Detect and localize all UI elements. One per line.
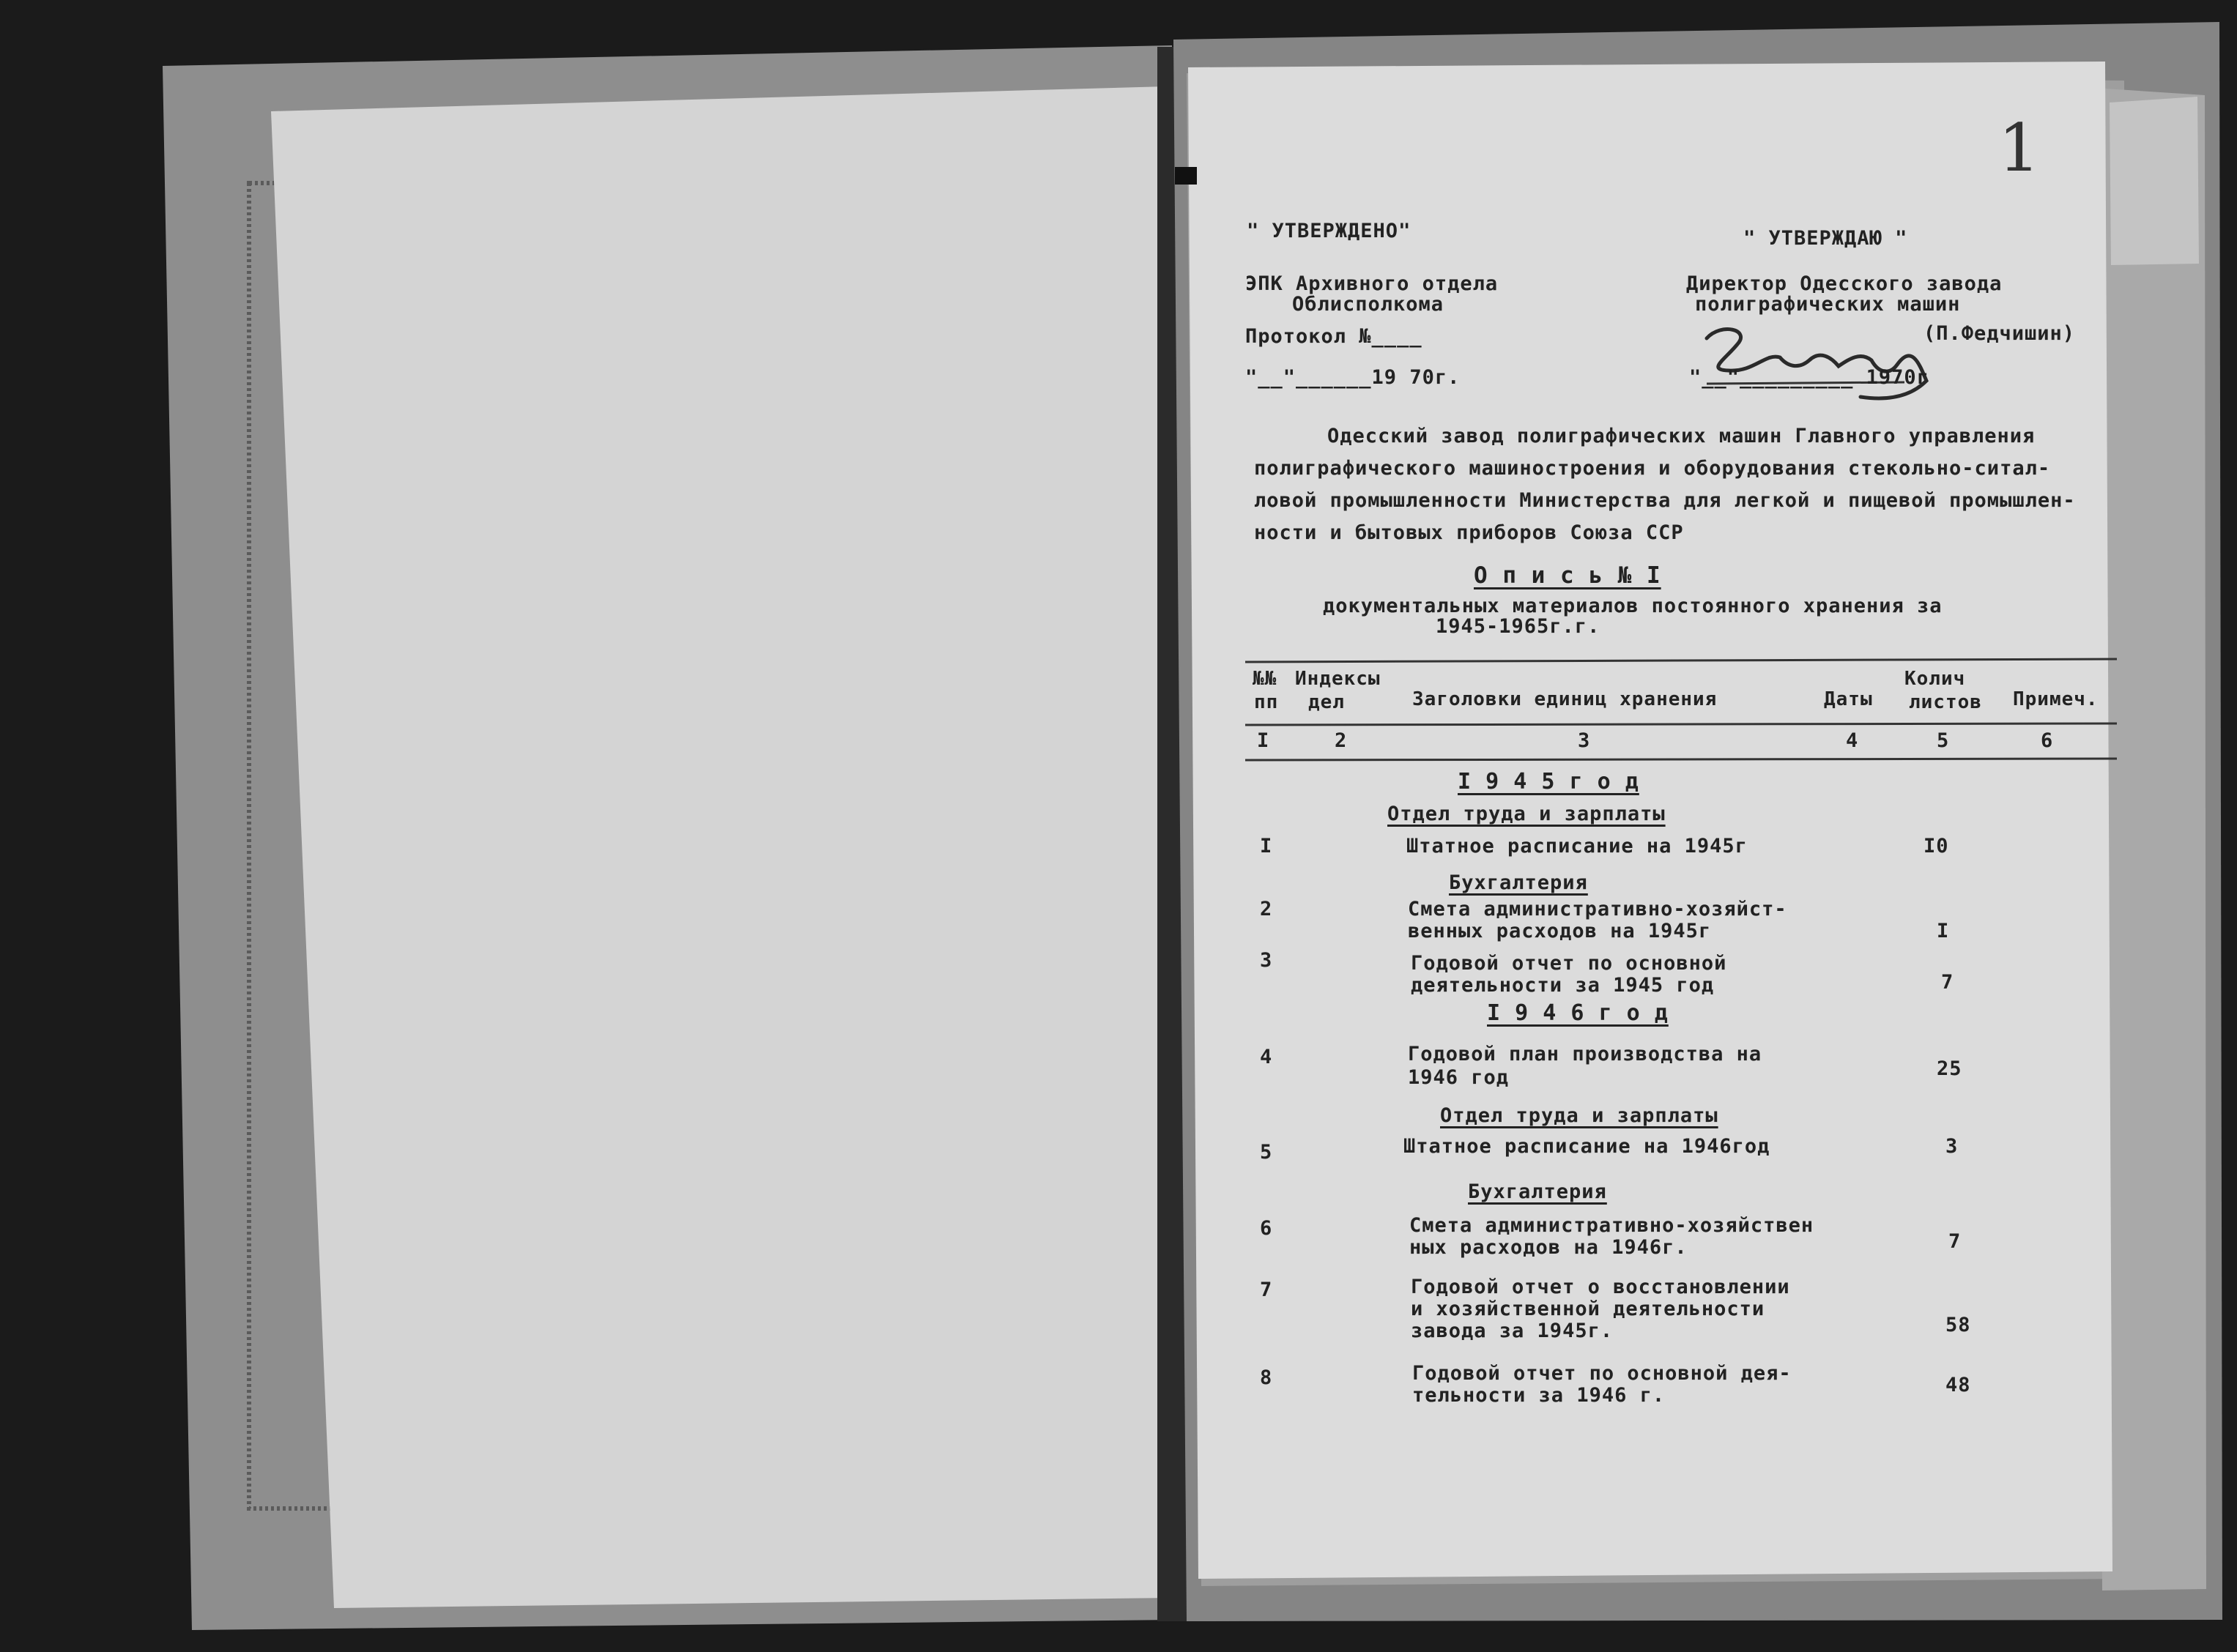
col-num-top: №№ [1253,668,1277,690]
blank-left-page [271,86,1172,1608]
inventory-title: О п и с ь № I [1474,562,1661,589]
row-title: ных расходов на 1946г. [1409,1236,1688,1259]
row-sheets: I0 [1923,835,1949,857]
row-num: 6 [1260,1217,1273,1240]
approval-left-line2: Облисполкома [1292,293,1444,316]
section-dept-labor-1: Отдел труда и зарплаты [1387,803,1666,825]
row-num: 2 [1260,898,1273,920]
col-title: Заголовки единиц хранения [1412,688,1718,710]
row-title: 1946 год [1408,1066,1510,1089]
section-dept-labor-2: Отдел труда и зарплаты [1440,1104,1718,1127]
row-num: 5 [1260,1141,1273,1164]
row-num: 7 [1260,1279,1273,1301]
section-accounting-2: Бухгалтерия [1468,1180,1607,1203]
row-sheets: 25 [1937,1057,1962,1080]
row-num: 4 [1260,1046,1273,1068]
colnum-4: 4 [1846,729,1859,752]
row-title: деятельности за 1945 год [1411,974,1715,997]
subtitle-line-1: документальных материалов постоянного хранения за [1323,595,1943,617]
colnum-5: 5 [1937,729,1950,752]
subtitle-line-2: 1945-1965г.г. [1436,615,1600,638]
approval-right-heading: " УТВЕРЖДАЮ " [1743,227,1908,250]
spine-clip [1175,167,1197,185]
approval-left-date: "__"______19 70г. [1245,366,1461,389]
row-title: Штатное расписание на 1945г [1406,835,1748,857]
section-accounting-1: Бухгалтерия [1449,871,1588,894]
approval-left-heading: " УТВЕРЖДЕНО" [1247,220,1411,242]
row-title: тельности за 1946 г. [1412,1384,1666,1407]
approval-right-date: "__"_________ 1970г [1689,366,1929,389]
row-title: Смета административно-хозяйст- [1408,898,1787,920]
colnum-2: 2 [1335,729,1348,752]
paper-stack-edge-2 [2095,88,2206,1590]
row-sheets: 7 [1941,971,1954,994]
approval-left-protocol: Протокол №____ [1245,325,1422,348]
row-num: 8 [1260,1366,1273,1389]
intro-line-2: полиграфического машиностроения и оборудования стекольно-ситал- [1254,457,2051,480]
approval-left-line1: ЭПК Архивного отдела [1245,272,1499,295]
intro-line-4: ности и бытовых приборов Союза ССР [1254,521,1684,544]
colnum-1: I [1257,729,1270,752]
row-sheets: 7 [1948,1230,1962,1253]
row-title: и хозяйственной деятельности [1411,1298,1765,1320]
row-title: Штатное расписание на 1946год [1403,1135,1770,1158]
row-title: Годовой отчет по основной дея- [1412,1362,1792,1385]
approval-right-line2: полиграфических машин [1695,293,1961,316]
row-title: Смета административно-хозяйствен [1409,1214,1814,1237]
approval-right-name: (П.Федчишин) [1923,322,2076,345]
row-sheets: I [1937,920,1950,942]
table-rule-mid [1245,723,2117,725]
row-num: 3 [1260,949,1273,972]
colnum-6: 6 [2041,729,2054,752]
col-notes: Примеч. [2013,688,2099,710]
row-title: завода за 1945г. [1411,1320,1614,1342]
section-year-1946: I 9 4 6 г о д [1487,1000,1669,1026]
row-num: I [1260,835,1273,857]
row-title: Годовой план производства на [1408,1043,1762,1065]
table-rule-bottom [1245,759,2117,760]
section-year-1945: I 9 4 5 г о д [1458,769,1639,795]
page-number: 1 [1998,110,2041,187]
col-sheets-bottom: листов [1909,691,1982,713]
col-num-bottom: пп [1254,691,1279,713]
col-sheets-top: Колич [1904,668,1966,690]
row-sheets: 48 [1945,1374,1971,1396]
row-title: Годовой отчет о восстановлении [1411,1276,1790,1298]
col-index-top: Индексы [1295,668,1381,690]
paper-tab [2110,97,2199,265]
col-index-bottom: дел [1308,691,1345,713]
approval-right-line1: Директор Одесского завода [1686,272,2003,295]
col-dates: Даты [1824,688,1873,710]
colnum-3: 3 [1578,729,1591,752]
row-title: венных расходов на 1945г [1408,920,1712,942]
row-sheets: 3 [1945,1135,1959,1158]
row-sheets: 58 [1945,1314,1971,1336]
intro-line-1: Одесский завод полиграфических машин Главного управления [1327,425,2036,447]
row-title: Годовой отчет по основной [1411,952,1727,975]
intro-line-3: ловой промышленности Министерства для легкой и пищевой промышлен- [1254,489,2076,512]
